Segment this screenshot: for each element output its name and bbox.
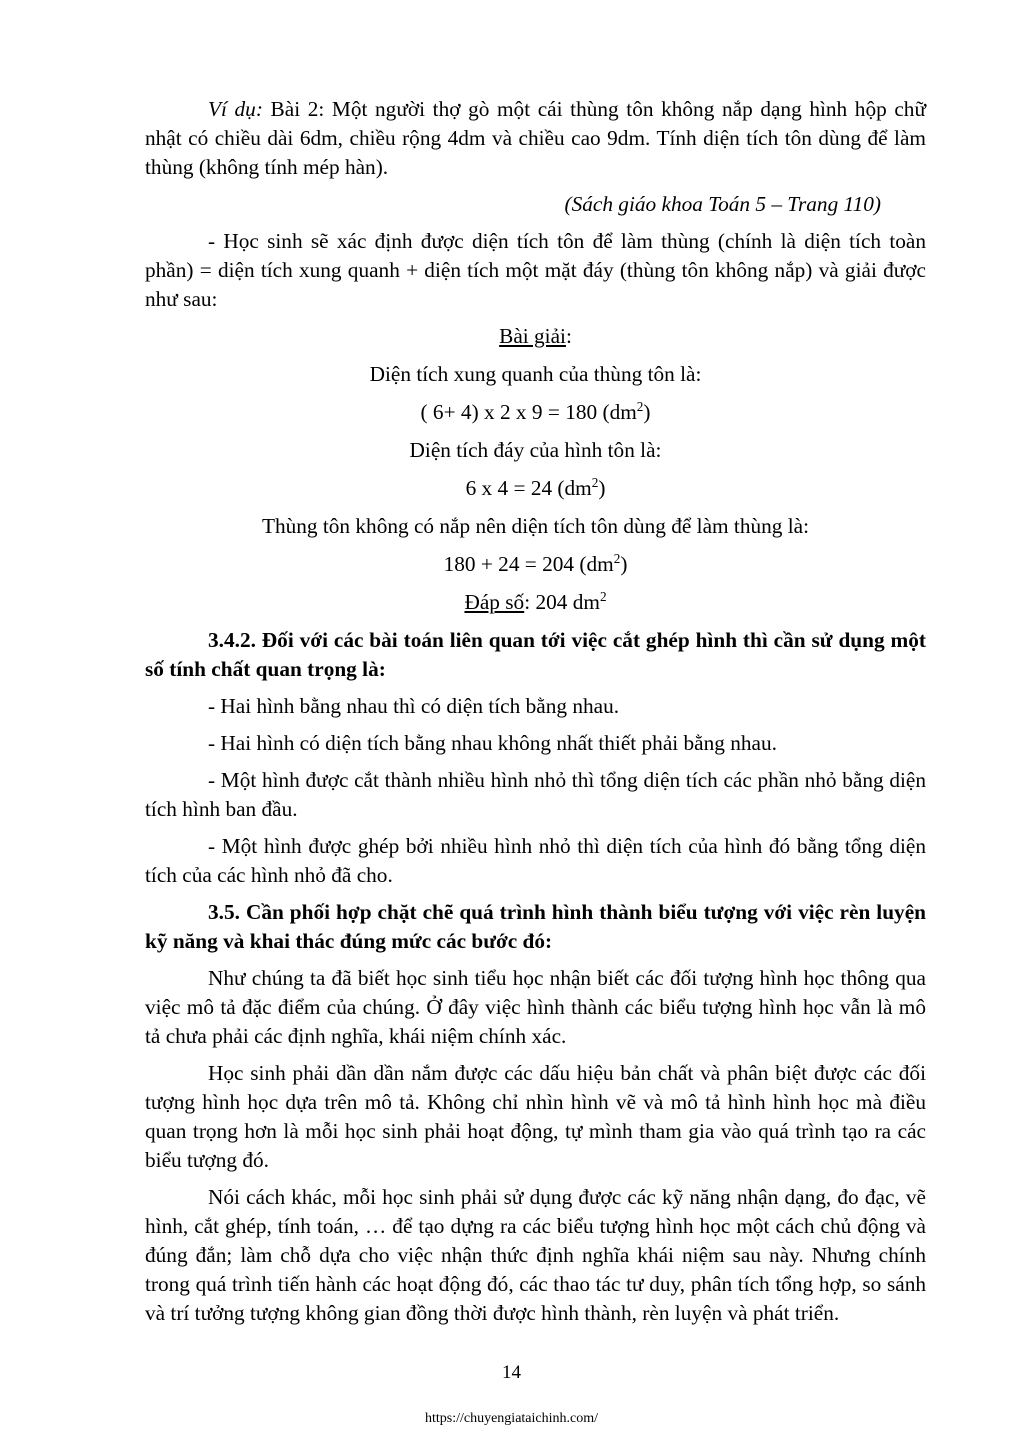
solution-line-1: Diện tích xung quanh của thùng tôn là: (369, 362, 702, 386)
calc-2-exponent: 2 (591, 474, 599, 490)
section-3-4-2-item: - Một hình được cắt thành nhiều hình nhỏ thì tổng diện tích các phần nhỏ bằng diện tích hình ban đầu. (145, 768, 926, 821)
page-content (145, 95, 926, 1336)
section-3-5-paragraph: Học sinh phải dần dần nắm được các dấu hiệu bản chất và phân biệt được các đối tượng hình học dựa trên mô tả. Không chỉ nhìn hình vẽ và mô tả hình hình học mà điều quan trọng hơn là mỗi học sinh phải hoạt động, tự mình tham gia vào quá trình tạo ra các biểu tượng đó. (145, 1061, 926, 1172)
footer-url: https://chuyengiataichinh.com/ (424, 1411, 599, 1426)
example-text: Bài 2: Một người thợ gò một cái thùng tôn không nắp dạng hình hộp chữ nhật có chiều dài 6dm, chiều rộng 4dm và chiều cao 9dm. Tính diện tích tôn dùng để làm thùng (không tính mép hàn). (145, 97, 927, 179)
solution-block (145, 322, 926, 617)
solution-answer (145, 588, 926, 617)
section-3-4-2-item: - Một hình được ghép bởi nhiều hình nhỏ thì diện tích của hình đó bằng tổng diện tích của các hình nhỏ đã cho. (145, 834, 926, 887)
calc-3-exponent: 2 (613, 550, 621, 566)
section-3-4-2-item: - Hai hình bằng nhau thì có diện tích bằng nhau. (208, 694, 620, 718)
section-3-4-2-item: - Hai hình có diện tích bằng nhau không nhất thiết phải bằng nhau. (208, 731, 777, 755)
example-label: Ví dụ: (208, 97, 263, 121)
calc-3-text: 180 + 24 = 204 (dm (443, 552, 614, 576)
example-paragraph (145, 95, 926, 182)
solution-heading-suffix: : (565, 324, 572, 348)
calc-2-text: 6 x 4 = 24 (dm (465, 476, 592, 500)
calc-1-close: ) (643, 400, 651, 424)
solution-calc-1 (145, 398, 926, 427)
section-3-5-paragraph: Như chúng ta đã biết học sinh tiểu học nhận biết các đối tượng hình học thông qua việc mô tả đặc điểm của chúng. Ở đây việc hình thành các biểu tượng hình học vẫn là mô tả chưa phải các định nghĩa, khái niệm chính xác. (145, 966, 926, 1048)
solution-heading-text: Bài giải (499, 324, 566, 348)
solution-line-2: Diện tích đáy của hình tôn là: (409, 438, 662, 462)
answer-label: Đáp số (464, 590, 525, 614)
answer-value: : 204 dm (524, 590, 600, 614)
section-3-5-heading: 3.5. Cần phối hợp chặt chẽ quá trình hình thành biểu tượng với việc rèn luyện kỹ năng và khai thác đúng mức các bước đó: (145, 900, 926, 953)
calc-3-close: ) (620, 552, 628, 576)
section-3-5-paragraph: Nói cách khác, mỗi học sinh phải sử dụng được các kỹ năng nhận dạng, đo đạc, vẽ hình, cắt ghép, tính toán, … để tạo dựng ra các biểu tượng hình học một cách chủ động và đúng đắn; làm chỗ dựa cho việc nhận thức định nghĩa khái niệm sau này. Nhưng chính trong quá trình tiến hành các hoạt động đó, các thao tác tư duy, phân tích tổng hợp, so sánh và trí tưởng tượng không gian đồng thời được hình thành, rèn luyện và phát triển. (145, 1185, 926, 1325)
calc-1-exponent: 2 (636, 398, 644, 414)
example-source: (Sách giáo khoa Toán 5 – Trang 110) (564, 192, 881, 216)
calc-1-text: ( 6+ 4) x 2 x 9 = 180 (dm (420, 400, 637, 424)
solution-calc-3 (145, 550, 926, 579)
solution-line-3: Thùng tôn không có nắp nên diện tích tôn dùng để làm thùng là: (261, 514, 810, 538)
solution-calc-2 (145, 474, 926, 503)
section-3-4-2-heading: 3.4.2. Đối với các bài toán liên quan tới việc cắt ghép hình thì cần sử dụng một số tính chất quan trọng là: (145, 628, 926, 681)
intro-paragraph: - Học sinh sẽ xác định được diện tích tôn để làm thùng (chính là diện tích toàn phần) = diện tích xung quanh + diện tích một mặt đáy (thùng tôn không nắp) và giải được như sau: (145, 229, 926, 311)
solution-heading (145, 322, 926, 351)
calc-2-close: ) (598, 476, 606, 500)
page-number: 14 (502, 1362, 521, 1383)
answer-exponent: 2 (599, 588, 607, 604)
